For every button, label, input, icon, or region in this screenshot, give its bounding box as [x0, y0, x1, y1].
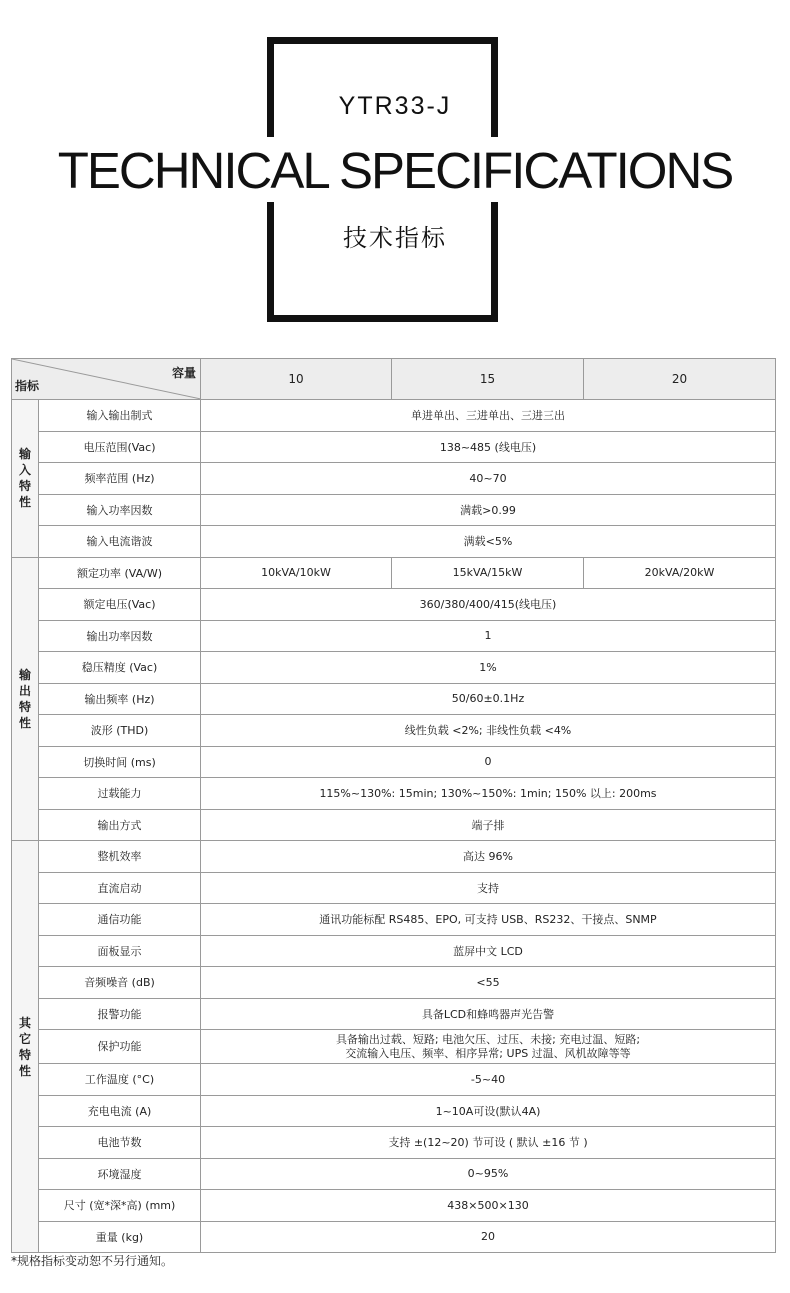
row-label: 重量 (kg)	[39, 1221, 201, 1253]
group-output-label: 输出特性	[18, 667, 31, 730]
row-label: 输出频率 (Hz)	[39, 683, 201, 715]
table-row	[12, 431, 776, 463]
table-row	[12, 400, 776, 432]
row-label: 电压范围(Vac)	[39, 431, 201, 463]
row-label: 过载能力	[39, 778, 201, 810]
row-label: 波形 (THD)	[39, 715, 201, 747]
page-subtitle: 技术指标	[343, 224, 447, 252]
table-row	[12, 841, 776, 873]
group-output	[12, 557, 39, 841]
row-value: 438×500×130	[201, 1190, 776, 1222]
row-label: 额定电压(Vac)	[39, 589, 201, 621]
row-value: 0~95%	[201, 1158, 776, 1190]
row-label: 切换时间 (ms)	[39, 746, 201, 778]
capacity-header-15: 15	[392, 359, 584, 400]
table-row	[12, 1030, 776, 1064]
model-number: YTR33-J	[338, 92, 452, 120]
row-label: 稳压精度 (Vac)	[39, 652, 201, 684]
row-value: 40~70	[201, 463, 776, 495]
row-label: 面板显示	[39, 935, 201, 967]
table-row	[12, 746, 776, 778]
table-row	[12, 557, 776, 589]
table-row	[12, 1158, 776, 1190]
row-label: 报警功能	[39, 998, 201, 1030]
row-value: 满载>0.99	[201, 494, 776, 526]
table-row	[12, 463, 776, 495]
table-row	[12, 494, 776, 526]
row-value-line: 交流输入电压、频率、相序异常; UPS 过温、风机故障等等	[345, 1046, 631, 1060]
spec-table	[11, 358, 776, 1253]
table-row	[12, 1127, 776, 1159]
group-input	[12, 400, 39, 558]
row-label: 工作温度 (°C)	[39, 1064, 201, 1096]
page-title: TECHNICAL SPECIFICATIONS	[57, 142, 733, 199]
row-label: 音频噪音 (dB)	[39, 967, 201, 999]
row-value: <55	[201, 967, 776, 999]
row-value: 0	[201, 746, 776, 778]
row-value: -5~40	[201, 1064, 776, 1096]
row-value: 支持	[201, 872, 776, 904]
table-row	[12, 809, 776, 841]
corner-indicator-label: 指标	[15, 379, 40, 393]
row-value: 1%	[201, 652, 776, 684]
footnote: *规格指标变动恕不另行通知。	[11, 1254, 174, 1268]
capacity-header-20: 20	[584, 359, 776, 400]
table-row	[12, 1190, 776, 1222]
row-value	[201, 1030, 776, 1064]
row-label: 环境湿度	[39, 1158, 201, 1190]
table-row	[12, 1095, 776, 1127]
row-value: 具备LCD和蜂鸣器声光告警	[201, 998, 776, 1030]
table-row	[12, 715, 776, 747]
row-value-line: 具备输出过载、短路; 电池欠压、过压、未接; 充电过温、短路;	[335, 1032, 641, 1046]
row-label: 输出方式	[39, 809, 201, 841]
row-label: 通信功能	[39, 904, 201, 936]
row-value: 20	[201, 1221, 776, 1253]
row-value: 高达 96%	[201, 841, 776, 873]
row-label: 输入输出制式	[39, 400, 201, 432]
row-label: 保护功能	[39, 1030, 201, 1064]
corner-capacity-label: 容量	[171, 366, 196, 380]
row-value: 蓝屏中文 LCD	[201, 935, 776, 967]
row-value: 20kVA/20kW	[584, 557, 776, 589]
row-value: 单进单出、三进单出、三进三出	[201, 400, 776, 432]
row-label: 输入电流谐波	[39, 526, 201, 558]
row-value: 1~10A可设(默认4A)	[201, 1095, 776, 1127]
row-label: 充电电流 (A)	[39, 1095, 201, 1127]
row-value: 138~485 (线电压)	[201, 431, 776, 463]
table-row	[12, 904, 776, 936]
capacity-header-10: 10	[201, 359, 392, 400]
table-row	[12, 526, 776, 558]
table-row	[12, 589, 776, 621]
table-row	[12, 778, 776, 810]
row-label: 电池节数	[39, 1127, 201, 1159]
group-other	[12, 841, 39, 1253]
row-label: 输出功率因数	[39, 620, 201, 652]
table-row	[12, 620, 776, 652]
row-label: 整机效率	[39, 841, 201, 873]
group-input-label: 输入特性	[18, 447, 31, 510]
row-value: 15kVA/15kW	[392, 557, 584, 589]
table-row	[12, 967, 776, 999]
row-value: 10kVA/10kW	[201, 557, 392, 589]
row-label: 直流启动	[39, 872, 201, 904]
row-value: 1	[201, 620, 776, 652]
table-corner-cell	[12, 359, 201, 400]
table-row	[12, 652, 776, 684]
table-row	[12, 683, 776, 715]
table-row	[12, 1221, 776, 1253]
group-other-label: 其它特性	[18, 1015, 31, 1078]
table-row	[12, 1064, 776, 1096]
row-value: 115%~130%: 15min; 130%~150%: 1min; 150% 以上: 200ms	[201, 778, 776, 810]
table-row	[12, 872, 776, 904]
row-value: 满载<5%	[201, 526, 776, 558]
row-value: 端子排	[201, 809, 776, 841]
row-value: 50/60±0.1Hz	[201, 683, 776, 715]
row-label: 频率范围 (Hz)	[39, 463, 201, 495]
row-label: 尺寸 (宽*深*高) (mm)	[39, 1190, 201, 1222]
table-row	[12, 935, 776, 967]
table-header-row	[12, 359, 776, 400]
row-value: 通讯功能标配 RS485、EPO, 可支持 USB、RS232、干接点、SNMP	[201, 904, 776, 936]
row-label: 输入功率因数	[39, 494, 201, 526]
row-value: 支持 ±(12~20) 节可设 ( 默认 ±16 节 )	[201, 1127, 776, 1159]
row-label: 额定功率 (VA/W)	[39, 557, 201, 589]
table-row	[12, 998, 776, 1030]
row-value: 360/380/400/415(线电压)	[201, 589, 776, 621]
row-value: 线性负载 <2%; 非线性负载 <4%	[201, 715, 776, 747]
